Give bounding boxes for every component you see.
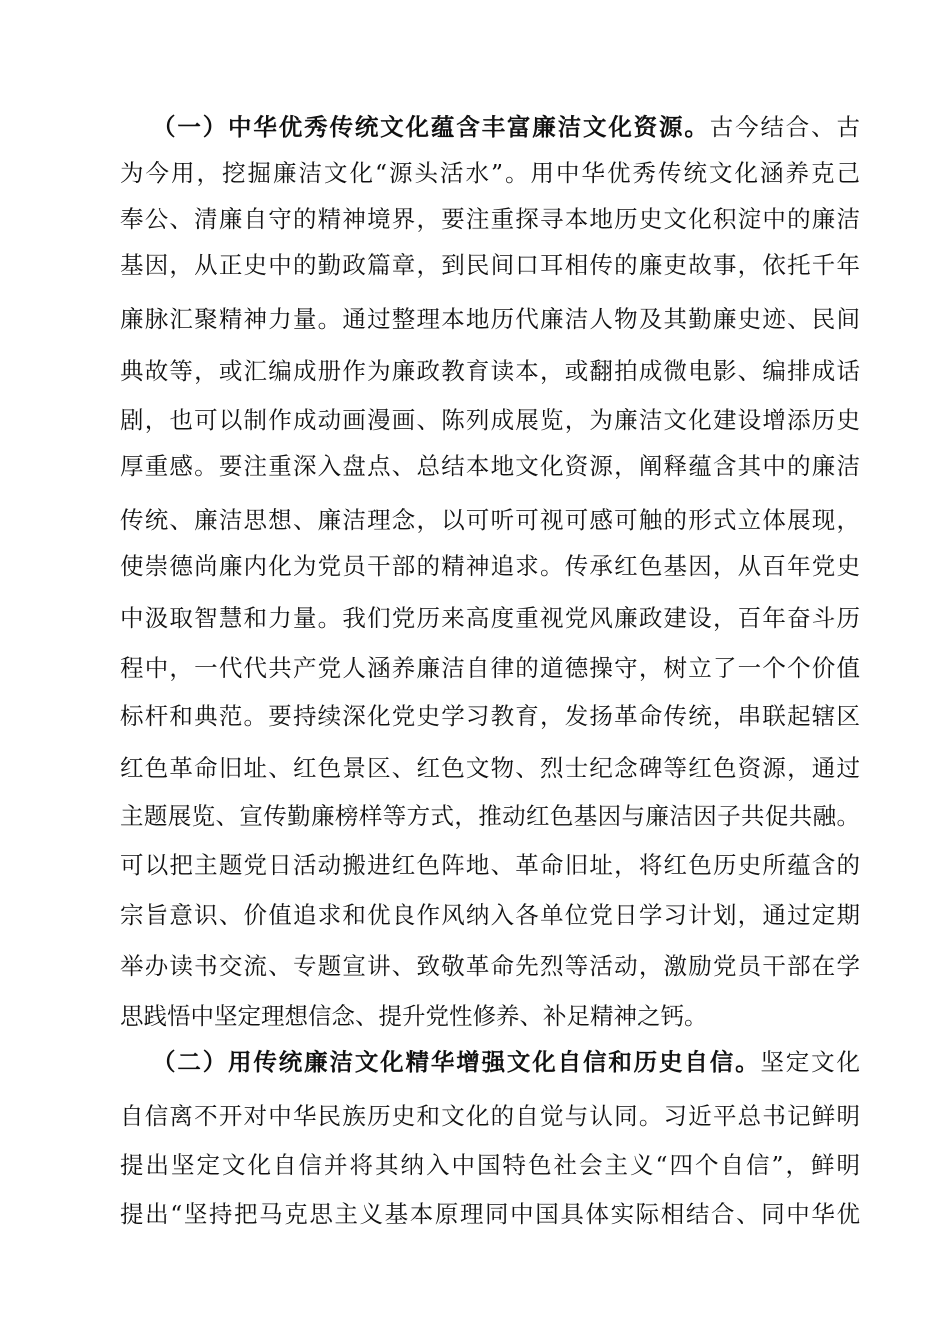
paragraph-1-line-9: 传统、廉洁思想、廉洁理念，以可听可视可感可触的形式立体展现， bbox=[120, 506, 860, 534]
paragraph-1-line-1 bbox=[152, 107, 860, 147]
paragraph-1-line-7: 剧，也可以制作成动画漫画、陈列成展览，为廉洁文化建设增添历史 bbox=[120, 406, 860, 434]
paragraph-1-line-12: 程中，一代代共产党人涵养廉洁自律的道德操守，树立了一个个价值 bbox=[120, 654, 860, 682]
paragraph-1-line-6: 典故等，或汇编成册作为廉政教育读本，或翻拍成微电影、编排成话 bbox=[120, 357, 860, 385]
paragraph-1-line-8: 厚重感。要注重深入盘点、总结本地文化资源，阐释蕴含其中的廉洁 bbox=[120, 452, 860, 480]
paragraph-1-line-15: 主题展览、宣传勤廉榜样等方式，推动红色基因与廉洁因子共促共融。 bbox=[120, 802, 860, 830]
paragraph-1-line-2: 为今用，挖掘廉洁文化“源头活水”。用中华优秀传统文化涵养克己 bbox=[120, 159, 860, 187]
paragraph-1-line-17: 宗旨意识、价值追求和优良作风纳入各单位党日学习计划，通过定期 bbox=[120, 901, 860, 929]
paragraph-1-line-14: 红色革命旧址、红色景区、红色文物、烈士纪念碑等红色资源，通过 bbox=[120, 754, 860, 782]
paragraph-2-line-4: 提出“坚持把马克思主义基本原理同中国具体实际相结合、同中华优 bbox=[120, 1200, 860, 1228]
paragraph-1-line-11: 中汲取智慧和力量。我们党历来高度重视党风廉政建设，百年奋斗历 bbox=[120, 604, 860, 632]
section-1-heading: （一）中华优秀传统文化蕴含丰富廉洁文化资源。 bbox=[152, 113, 710, 141]
paragraph-1-line-19: 思践悟中坚定理想信念、提升党性修养、补足精神之钙。 bbox=[120, 1002, 708, 1030]
paragraph-1-line-5: 廉脉汇聚精神力量。通过整理本地历代廉洁人物及其勤廉史迹、民间 bbox=[120, 305, 860, 333]
paragraph-2-line-2: 自信离不开对中华民族历史和文化的自觉与认同。习近平总书记鲜明 bbox=[120, 1102, 860, 1130]
paragraph-1-text: 古今结合、古 bbox=[709, 113, 861, 141]
paragraph-2-line-3: 提出坚定文化自信并将其纳入中国特色社会主义“四个自信”，鲜明 bbox=[120, 1151, 860, 1179]
paragraph-1-line-16: 可以把主题党日活动搬进红色阵地、革命旧址，将红色历史所蕴含的 bbox=[120, 851, 860, 879]
paragraph-2-text: 坚定文化 bbox=[760, 1048, 861, 1076]
paragraph-2-line-1 bbox=[152, 1042, 860, 1082]
section-2-heading: （二）用传统廉洁文化精华增强文化自信和历史自信。 bbox=[152, 1048, 761, 1076]
paragraph-1-line-4: 基因，从正史中的勤政篇章，到民间口耳相传的廉吏故事，依托千年 bbox=[120, 251, 860, 279]
paragraph-1-line-3: 奉公、清廉自守的精神境界，要注重探寻本地历史文化积淀中的廉洁 bbox=[120, 205, 860, 233]
paragraph-1-line-10: 使崇德尚廉内化为党员干部的精神追求。传承红色基因，从百年党史 bbox=[120, 552, 860, 580]
paragraph-1-line-13: 标杆和典范。要持续深化党史学习教育，发扬革命传统，串联起辖区 bbox=[120, 702, 860, 730]
paragraph-1-line-18: 举办读书交流、专题宣讲、致敬革命先烈等活动，激励党员干部在学 bbox=[120, 952, 860, 980]
